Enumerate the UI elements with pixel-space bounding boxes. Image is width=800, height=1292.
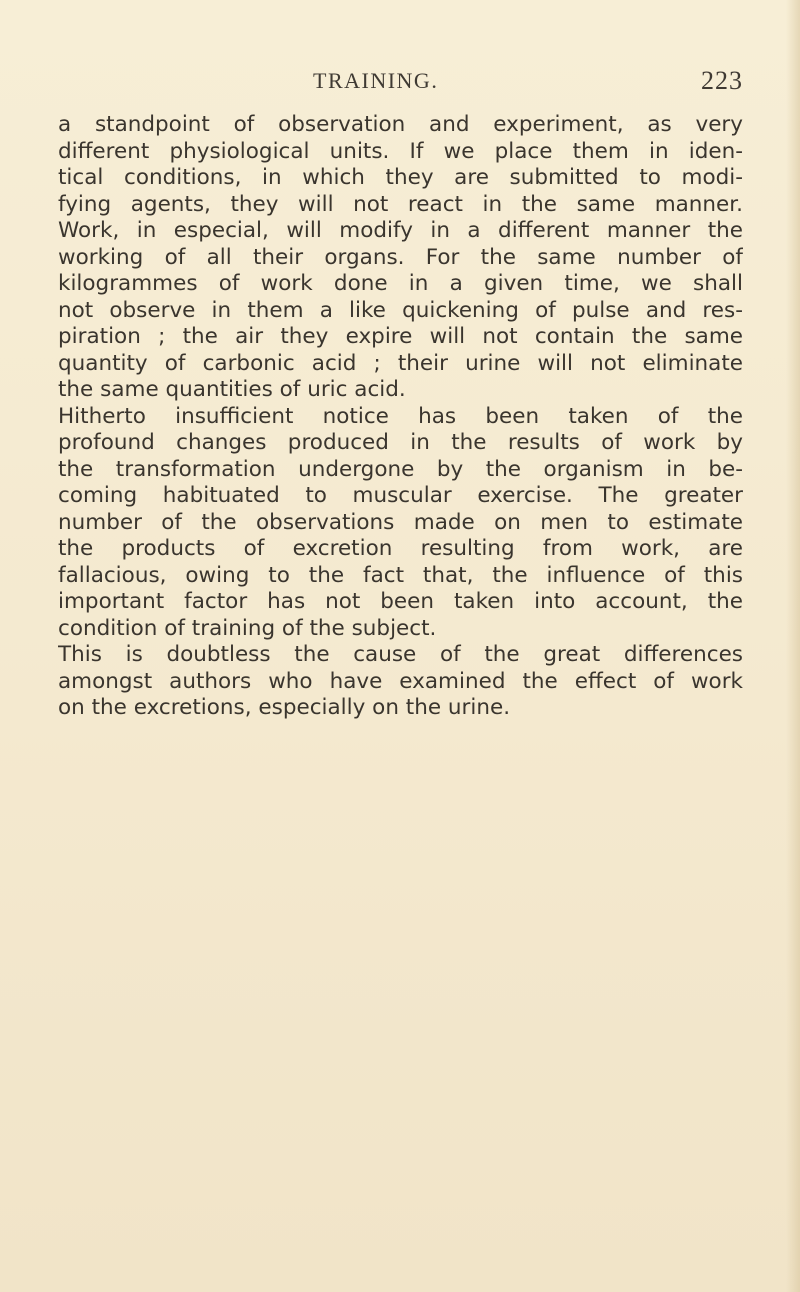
- text-line: the transformation undergone by the organism in be-: [58, 456, 743, 482]
- text-line: number of the observations made on men to estimate: [58, 509, 743, 535]
- text-line: piration ; the air they expire will not contain the same: [58, 324, 743, 349]
- text-line: working of all their organs. For the same number of: [58, 244, 743, 270]
- text-line: on the excretions, especially on the urine.: [58, 695, 511, 720]
- page-header: [58, 64, 743, 104]
- text-line: Work, in especial, will modify in a different manner the: [58, 218, 743, 243]
- text-line: not observe in them a like quickening of pulse and res-: [58, 297, 743, 323]
- text-line: This is doubtless the cause of the great differences: [58, 642, 743, 667]
- text-line: quantity of carbonic acid ; their urine will not eliminate: [58, 350, 743, 376]
- text-line: fallacious, owing to the fact that, the influence of this: [58, 562, 743, 588]
- page-number: 223: [701, 66, 743, 95]
- text-line: Hitherto insufficient notice has been taken of the: [58, 403, 743, 429]
- text-line: coming habituated to muscular exercise. The greater: [58, 483, 743, 508]
- text-line: tical conditions, in which they are submitted to modi-: [58, 165, 743, 190]
- body-text: [58, 112, 743, 722]
- text-line: fying agents, they will not react in the same manner.: [58, 191, 743, 217]
- page-edge-shadow: [786, 0, 800, 1292]
- text-line: the products of excretion resulting from work, are: [58, 536, 743, 561]
- text-line: important factor has not been taken into account, the: [58, 589, 743, 614]
- text-line: amongst authors who have examined the effect of work: [58, 668, 743, 694]
- text-line: the same quantities of uric acid.: [58, 377, 406, 402]
- text-line: different physiological units. If we place them in iden-: [58, 138, 743, 164]
- text-line: kilogrammes of work done in a given time, we shall: [58, 271, 743, 296]
- text-line: condition of training of the subject.: [58, 615, 437, 641]
- text-line: a standpoint of observation and experiment, as very: [58, 112, 743, 137]
- text-line: profound changes produced in the results of work by: [58, 430, 743, 455]
- running-head: TRAINING.: [313, 68, 439, 93]
